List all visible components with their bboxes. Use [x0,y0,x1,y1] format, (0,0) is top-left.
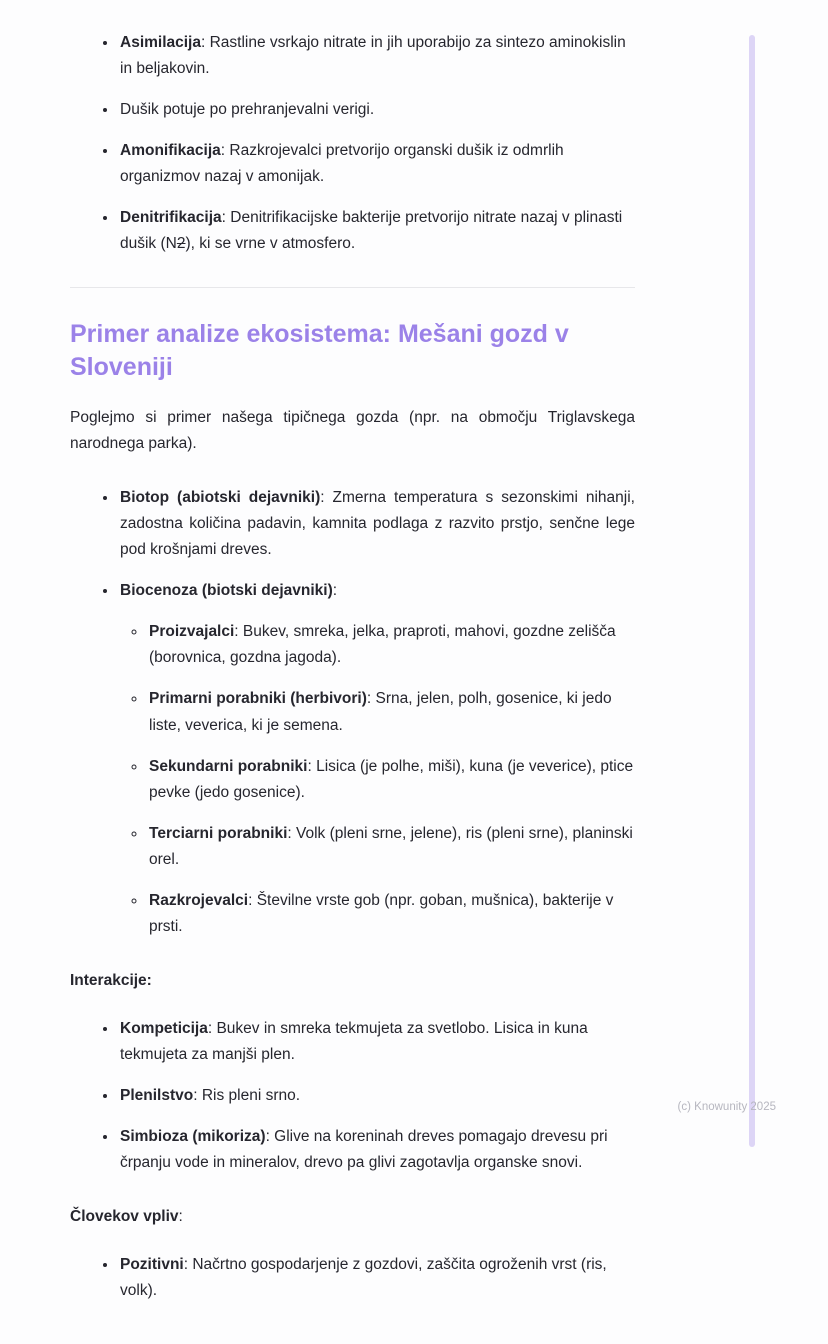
term: Pozitivni [120,1255,184,1273]
list-item [118,578,635,939]
term: Proizvajalci [149,623,235,641]
scrollbar-thumb[interactable] [749,35,755,1147]
list-item [118,1252,635,1304]
nitrogen-cycle-list [70,30,635,257]
list-item [147,754,635,806]
description: : Volk (pleni srne, jelene), ris (pleni srne), planinski orel. [149,824,633,868]
description: : Načrtno gospodarjenje z gozdovi, zaščita ogroženih vrst (ris, volk). [120,1255,607,1299]
list-item [118,1016,635,1068]
description: : Ris pleni srno. [193,1086,301,1104]
term: Biocenoza (biotski dejavniki) [120,582,333,600]
heading-colon: : [178,1207,183,1225]
ecosystem-list [70,485,635,939]
interactions-list [70,1016,635,1176]
list-item [118,205,635,257]
human-impact-heading [70,1204,635,1230]
description: Dušik potuje po prehranjevalni verigi. [120,101,375,119]
description: : Bukev in smreka tekmujeta za svetlobo. Lisica in kuna tekmujeta za manjši plen. [120,1019,588,1063]
list-item [118,30,635,82]
list-item [118,485,635,563]
list-item [118,97,635,123]
description: : Denitrifikacijske bakterije pretvorijo nitrate nazaj v plinasti dušik (N [120,209,623,253]
list-item [118,1083,635,1109]
term: Primarni porabniki (herbivori) [149,690,367,708]
term: Simbioza (mikoriza) [120,1127,266,1145]
section-title: Primer analize ekosistema: Mešani gozd v Sloveniji [70,320,569,381]
term: Denitrifikacija [120,209,222,227]
description: : Zmerna temperatura s sezonskimi nihanji, zadostna količina padavin, kamnita podlaga z razvito prstjo, senčne lege pod krošnjami dreves. [120,489,635,559]
description: : Številne vrste gob (npr. goban, mušnica), bakterije v prsti. [149,891,614,935]
term: Plenilstvo [120,1086,194,1104]
term: Kompeticija [120,1019,208,1037]
biocenoza-sublist [120,619,635,939]
description: : Glive na koreninah dreves pomagajo drevesu pri črpanju vode in mineralov, drevo pa glivi zagotavlja organske snovi. [120,1127,608,1171]
description: : Lisica (je polhe, miši), kuna (je veverice), ptice pevke (jedo gosenice). [149,757,634,801]
description: : Razkrojevalci pretvorijo organski dušik iz odmrlih organizmov nazaj v amonijak. [120,142,564,186]
section-divider [70,287,635,288]
interactions-heading [70,968,635,994]
term: Terciarni porabniki [149,824,288,842]
page-footer: (c) Knowunity 2025 [677,1101,776,1113]
term: Asimilacija [120,34,201,51]
list-item [147,686,635,738]
term: Biotop (abiotski dejavniki) [120,489,321,507]
term: Sekundarni porabniki [149,757,308,775]
description: : [332,582,338,600]
list-item [118,138,635,190]
heading-text: Človekov vpliv [70,1207,179,1225]
heading-text: Interakcije: [70,971,152,989]
list-item [147,619,635,671]
n2-subscript: 2 [176,235,186,253]
description: : Srna, jelen, polh, gosenice, ki jedo liste, veverica, ki je semena. [149,690,612,734]
list-item [147,888,635,940]
list-item [118,1124,635,1176]
intro-paragraph: Poglejmo si primer našega tipičnega gozda (npr. na območju Triglavskega narodnega parka). [70,409,635,453]
list-item [147,821,635,873]
term: Razkrojevalci [149,891,249,909]
description: ), ki se vrne v atmosfero. [185,235,356,253]
description: : Rastline vsrkajo nitrate in jih uporabijo za sintezo aminokislin in beljakovin. [120,34,626,78]
human-impact-list [70,1252,635,1304]
description: : Bukev, smreka, jelka, praproti, mahovi, gozdne zelišča (borovnica, gozdna jagoda). [149,623,616,667]
term: Amonifikacija [120,142,221,160]
